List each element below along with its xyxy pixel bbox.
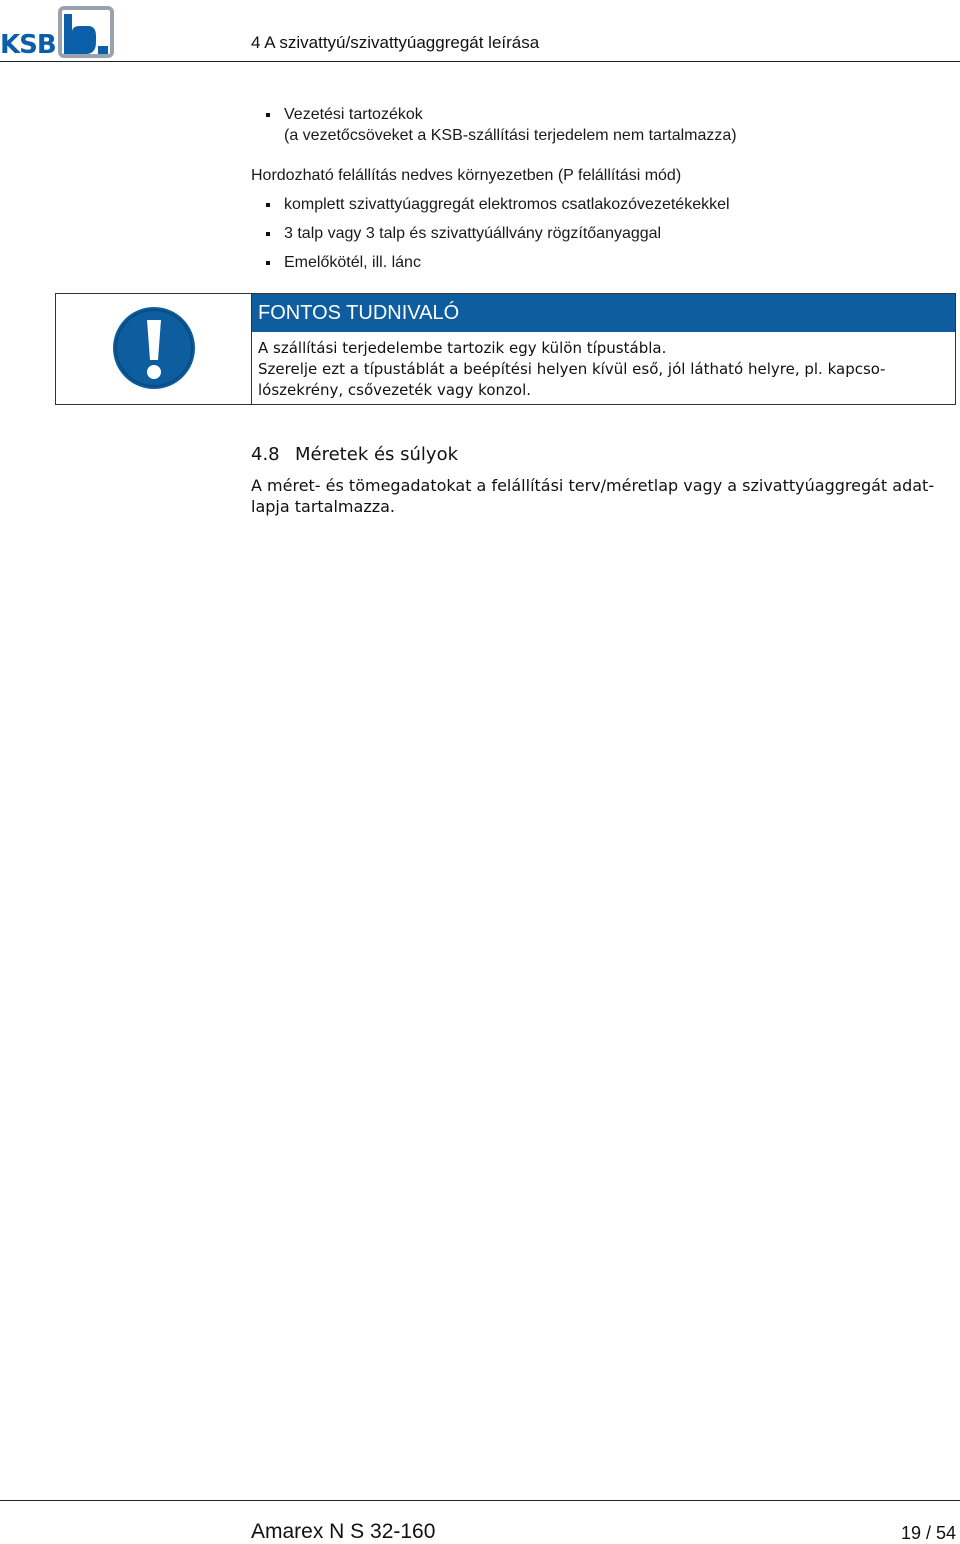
list-item: Emelőkötél, ill. lánc: [251, 252, 951, 273]
notice-title: FONTOS TUDNIVALÓ: [252, 294, 955, 332]
main-content: [251, 104, 951, 281]
exclamation-icon: [112, 306, 196, 390]
page-number: 19 / 54: [900, 1523, 956, 1543]
footer-product: Amarex N S 32-160: [251, 1520, 436, 1543]
notice-body: [258, 338, 947, 401]
section-number: 4.8: [251, 444, 280, 465]
list-item-note: (a vezetőcsöveket a KSB-szállítási terjedelem nem tartalmazza): [284, 127, 737, 144]
portable-heading: Hordozható felállítás nedves környezetben (P felállítási mód): [251, 167, 682, 184]
section-heading: [251, 444, 458, 465]
ksb-logo: [0, 6, 114, 58]
page-header: [0, 0, 960, 62]
list-item-text: Vezetési tartozékok: [284, 106, 423, 123]
footer-divider: [0, 1500, 960, 1501]
ksb-logo-mark-icon: [58, 6, 114, 58]
logo-text: KSB: [0, 30, 56, 60]
list-item: komplett szivattyúaggregát elektromos csatlakozóvezetékekkel: [251, 194, 951, 215]
list-item: [251, 104, 951, 146]
section-title: Méretek és súlyok: [295, 444, 459, 465]
accessories-list: [251, 104, 951, 146]
header-divider: [0, 61, 960, 62]
list-item: 3 talp vagy 3 talp és szivattyúállvány rögzítőanyaggal: [251, 223, 951, 244]
notice-text: Szerelje ezt a típustáblát a beépítési helyen kívül eső, jól látható helyre, pl. kapcsolószekrény, csővezeték vagy konzol.: [258, 360, 886, 399]
important-notice: [55, 293, 956, 405]
notice-icon-cell: [56, 294, 252, 404]
notice-text: A szállítási terjedelembe tartozik egy külön típustábla.: [258, 339, 667, 357]
chapter-title: 4 A szivattyú/szivattyúaggregát leírása: [251, 33, 540, 52]
section-text: A méret- és tömegadatokat a felállítási terv/méretlap vagy a szivattyúaggregát adatlapja tartalmazza.: [251, 476, 935, 516]
portable-list: [251, 194, 951, 273]
